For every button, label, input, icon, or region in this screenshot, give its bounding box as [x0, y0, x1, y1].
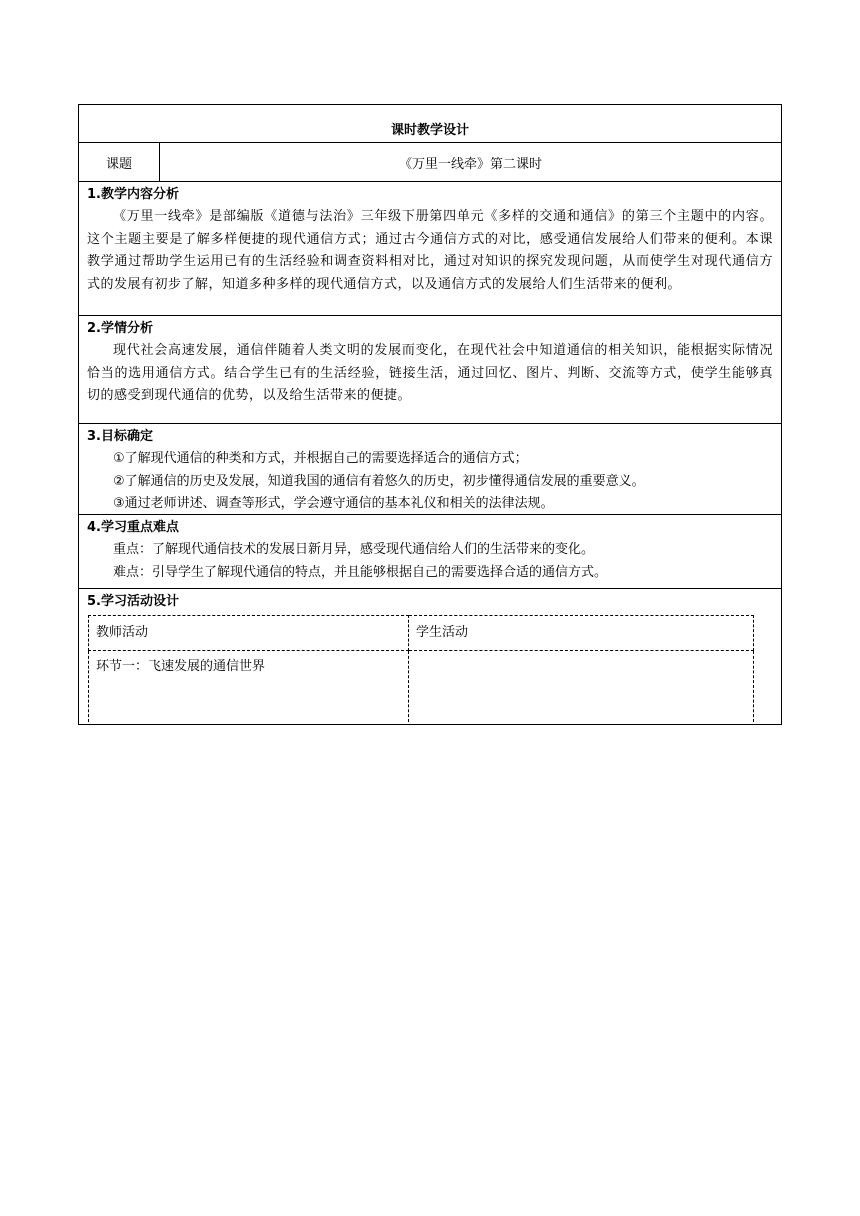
topic-label: 课题: [79, 143, 160, 181]
section-heading: 3.目标确定: [87, 429, 153, 444]
teacher-activity-header: 教师活动: [89, 616, 409, 651]
section-heading: 4.学习重点难点: [87, 520, 179, 535]
document-title: 课时教学设计: [79, 105, 781, 143]
objective-item: ③通过老师讲述、调查等形式，学会遵守通信的基本礼仪和相关的法律法规。: [113, 496, 554, 511]
objective-item: ①了解现代通信的种类和方式，并根据自己的需要选择适合的通信方式；: [113, 451, 528, 466]
objectives-section: [79, 424, 781, 515]
activities-section: [79, 589, 781, 724]
section-heading: 5.学习活动设计: [87, 594, 179, 609]
key-points-section: [79, 515, 781, 589]
focus-line: 重点：了解现代通信技术的发展日新月异，感受现代通信给人们的生活带来的变化。: [113, 542, 595, 557]
table-row: [89, 651, 754, 723]
topic-value: 《万里一线牵》第二课时: [398, 156, 542, 172]
difficulty-line: 难点：引导学生了解现代通信的特点，并且能够根据自己的需要选择合适的通信方式。: [113, 564, 608, 580]
student-activity-cell: [409, 651, 754, 723]
section-paragraph: 现代社会高速发展，通信伴随着人类文明的发展而变化，在现代社会中知道通信的相关知识，能根据实际情况恰当的选用通信方式。结合学生已有的生活经验，链接生活，通过回忆、图片、判断、交流等方式，使学生能够真切的感受到现代通信的优势，以及给生活带来的便捷。: [87, 343, 773, 403]
lesson-design-table: [78, 104, 782, 725]
section-heading: 2.学情分析: [87, 321, 153, 336]
activity-table: [88, 615, 754, 722]
section-paragraph: 《万里一线牵》是部编版《道德与法治》三年级下册第四单元《多样的交通和通信》的第三个主题中的内容。这个主题主要是了解多样便捷的现代通信方式；通过古今通信方式的对比，感受通信发展给人们带来的便利。本课教学通过帮助学生运用已有的生活经验和调查资料相对比，通过对知识的探究发现问题，从而使学生对现代通信方式的发展有初步了解，知道多种多样的现代通信方式，以及通信方式的发展给人们生活带来的便利。: [87, 209, 773, 292]
objective-item: ②了解通信的历史及发展，知道我国的通信有着悠久的历史，初步懂得通信发展的重要意义。: [113, 473, 645, 489]
content-analysis-section: [79, 182, 781, 316]
learner-analysis-section: [79, 316, 781, 424]
student-activity-header: 学生活动: [409, 616, 754, 651]
section-heading: 1.教学内容分析: [87, 187, 179, 202]
topic-row: [79, 143, 781, 182]
table-row: [89, 616, 754, 651]
teacher-activity-cell: 环节一：飞速发展的通信世界: [89, 651, 409, 723]
